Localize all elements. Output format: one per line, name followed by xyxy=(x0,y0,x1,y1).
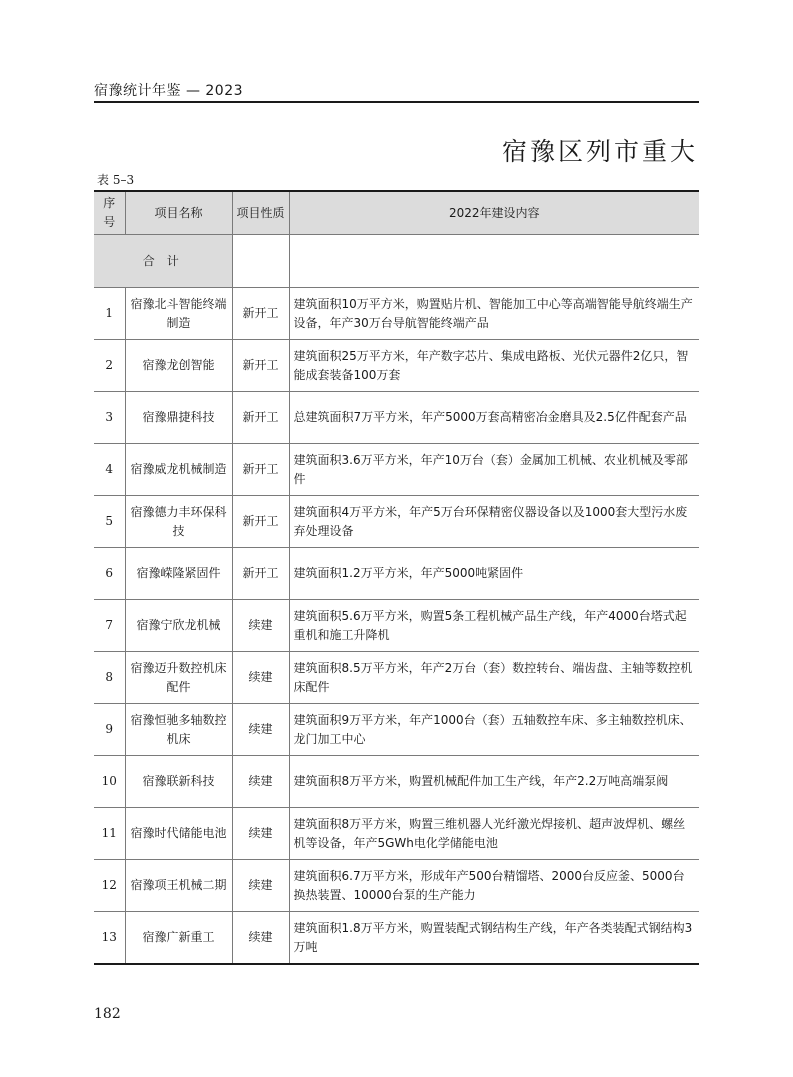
page-title: 宿豫区列市重大 xyxy=(501,137,698,166)
row-number: 12 xyxy=(94,860,125,912)
project-name: 宿豫嵘隆紧固件 xyxy=(125,548,232,600)
project-name: 宿豫龙创智能 xyxy=(125,340,232,392)
table-row xyxy=(94,912,699,965)
row-number: 10 xyxy=(94,756,125,808)
table-row xyxy=(94,600,699,652)
project-type: 新开工 xyxy=(232,340,289,392)
construction-content: 建筑面积8.5万平方米，年产2万台（套）数控转台、端齿盘、主轴等数控机床配件 xyxy=(289,652,699,704)
project-type: 新开工 xyxy=(232,444,289,496)
construction-content: 建筑面积1.8万平方米，购置装配式钢结构生产线，年产各类装配式钢结构3万吨 xyxy=(289,912,699,965)
total-type-cell xyxy=(232,235,289,288)
construction-content: 建筑面积25万平方米，年产数字芯片、集成电路板、光伏元器件2亿只，智能成套装备100万套 xyxy=(289,340,699,392)
project-name: 宿豫北斗智能终端制造 xyxy=(125,288,232,340)
table-row xyxy=(94,704,699,756)
table-row xyxy=(94,392,699,444)
construction-content: 建筑面积6.7万平方米，形成年产500台精馏塔、2000台反应釜、5000台换热装置、10000台泵的生产能力 xyxy=(289,860,699,912)
table-row xyxy=(94,860,699,912)
project-type: 新开工 xyxy=(232,392,289,444)
project-name: 宿豫项王机械二期 xyxy=(125,860,232,912)
project-type: 续建 xyxy=(232,756,289,808)
project-type: 续建 xyxy=(232,808,289,860)
project-name: 宿豫时代储能电池 xyxy=(125,808,232,860)
table-row xyxy=(94,444,699,496)
row-number: 5 xyxy=(94,496,125,548)
table-row xyxy=(94,808,699,860)
project-name: 宿豫宁欣龙机械 xyxy=(125,600,232,652)
row-number: 8 xyxy=(94,652,125,704)
project-type: 新开工 xyxy=(232,496,289,548)
project-type: 续建 xyxy=(232,704,289,756)
table-row xyxy=(94,548,699,600)
row-number: 13 xyxy=(94,912,125,965)
project-name: 宿豫迈升数控机床配件 xyxy=(125,652,232,704)
construction-content: 建筑面积3.6万平方米，年产10万台（套）金属加工机械、农业机械及零部件 xyxy=(289,444,699,496)
row-number: 2 xyxy=(94,340,125,392)
page-number: 182 xyxy=(94,1006,121,1022)
row-number: 7 xyxy=(94,600,125,652)
table-row xyxy=(94,288,699,340)
total-content-cell xyxy=(289,235,699,288)
total-label: 合计 xyxy=(94,235,232,288)
project-type: 续建 xyxy=(232,912,289,965)
construction-content: 建筑面积5.6万平方米，购置5条工程机械产品生产线，年产4000台塔式起重机和施工升降机 xyxy=(289,600,699,652)
row-number: 11 xyxy=(94,808,125,860)
construction-content: 建筑面积10万平方米，购置贴片机、智能加工中心等高端智能导航终端生产设备，年产30万台导航智能终端产品 xyxy=(289,288,699,340)
row-number: 3 xyxy=(94,392,125,444)
table-label: 表 5–3 xyxy=(97,173,135,187)
project-name: 宿豫德力丰环保科技 xyxy=(125,496,232,548)
construction-content: 建筑面积9万平方米，年产1000台（套）五轴数控车床、多主轴数控机床、龙门加工中心 xyxy=(289,704,699,756)
table-row xyxy=(94,652,699,704)
project-type: 续建 xyxy=(232,652,289,704)
column-header-name: 项目名称 xyxy=(125,191,232,235)
table-row xyxy=(94,496,699,548)
table-row xyxy=(94,340,699,392)
construction-content: 建筑面积4万平方米，年产5万台环保精密仪器设备以及1000套大型污水废弃处理设备 xyxy=(289,496,699,548)
construction-content: 总建筑面积7万平方米，年产5000万套高精密冶金磨具及2.5亿件配套产品 xyxy=(289,392,699,444)
column-header-no: 序号 xyxy=(94,191,125,235)
row-number: 9 xyxy=(94,704,125,756)
project-name: 宿豫广新重工 xyxy=(125,912,232,965)
construction-content: 建筑面积8万平方米，购置机械配件加工生产线，年产2.2万吨高端泵阀 xyxy=(289,756,699,808)
construction-content: 建筑面积1.2万平方米，年产5000吨紧固件 xyxy=(289,548,699,600)
running-head: 宿豫统计年鉴 — 2023 xyxy=(94,83,244,99)
project-type: 续建 xyxy=(232,860,289,912)
column-header-type: 项目性质 xyxy=(232,191,289,235)
table-header-row xyxy=(94,191,699,235)
row-number: 1 xyxy=(94,288,125,340)
row-number: 6 xyxy=(94,548,125,600)
project-name: 宿豫恒驰多轴数控机床 xyxy=(125,704,232,756)
table-row xyxy=(94,756,699,808)
project-type: 新开工 xyxy=(232,288,289,340)
project-type: 续建 xyxy=(232,600,289,652)
project-name: 宿豫鼎捷科技 xyxy=(125,392,232,444)
projects-table xyxy=(94,190,699,965)
column-header-content: 2022年建设内容 xyxy=(289,191,699,235)
construction-content: 建筑面积8万平方米，购置三维机器人光纤激光焊接机、超声波焊机、螺丝机等设备，年产5GWh电化学储能电池 xyxy=(289,808,699,860)
project-type: 新开工 xyxy=(232,548,289,600)
project-name: 宿豫联新科技 xyxy=(125,756,232,808)
row-number: 4 xyxy=(94,444,125,496)
total-row xyxy=(94,235,699,288)
header-rule xyxy=(94,101,699,103)
project-name: 宿豫威龙机械制造 xyxy=(125,444,232,496)
